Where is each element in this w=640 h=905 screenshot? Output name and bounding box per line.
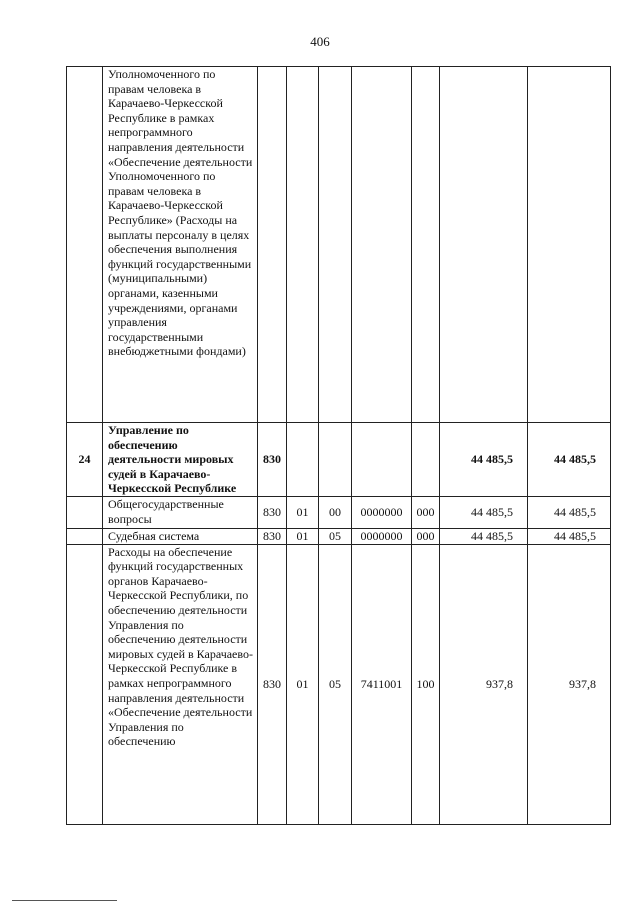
table-row [67, 544, 611, 824]
row-csr [352, 67, 412, 423]
row-rz: 01 [287, 544, 319, 824]
table-row [67, 423, 611, 497]
row-sum-1: 937,8 [440, 544, 528, 824]
row-ved [258, 67, 287, 423]
table-row [67, 496, 611, 528]
row-pr: 05 [319, 528, 352, 544]
row-pr: 05 [319, 544, 352, 824]
row-ved: 830 [258, 528, 287, 544]
row-sum-1: 44 485,5 [440, 423, 528, 497]
row-sum-2: 44 485,5 [528, 496, 611, 528]
row-name: Общегосударственные вопросы [103, 496, 258, 528]
row-sum-2: 44 485,5 [528, 528, 611, 544]
row-name: Уполномоченного по правам человека в Карачаево-Черкесской Республике в рамках непрограммного направления деятельности «Обеспечение деятельности Уполномоченного по правам человека в Карачаево-Черкесской Республике» (Расходы на выплаты персоналу в целях обеспечения выполнения функций государственными (муниципальными) органами, казенными учреждениями, органами управления государственными внебюджетными фондами) [103, 67, 258, 423]
row-vr [412, 67, 440, 423]
row-sum-1: 44 485,5 [440, 496, 528, 528]
row-csr: 7411001 [352, 544, 412, 824]
table-row [67, 528, 611, 544]
row-number [67, 544, 103, 824]
row-vr: 000 [412, 528, 440, 544]
row-number: 24 [67, 423, 103, 497]
row-ved: 830 [258, 496, 287, 528]
row-number [67, 496, 103, 528]
row-vr: 000 [412, 496, 440, 528]
budget-table [66, 66, 611, 825]
row-sum-1 [440, 67, 528, 423]
row-vr: 100 [412, 544, 440, 824]
row-csr [352, 423, 412, 497]
footnote-divider [12, 900, 117, 901]
row-pr: 00 [319, 496, 352, 528]
row-pr [319, 423, 352, 497]
page-number: 406 [310, 34, 330, 49]
row-vr [412, 423, 440, 497]
row-number [67, 67, 103, 423]
row-sum-2: 44 485,5 [528, 423, 611, 497]
row-number [67, 528, 103, 544]
row-name: Судебная система [103, 528, 258, 544]
table-row [67, 67, 611, 423]
row-rz [287, 67, 319, 423]
row-name: Расходы на обеспечение функций государственных органов Карачаево-Черкесской Республики, по обеспечению деятельности Управления по обеспечению деятельности мировых судей в Карачаево-Черкесской Республике в рамках непрограммного направления деятельности «Обеспечение деятельности Управления по обеспечению [103, 544, 258, 824]
row-ved: 830 [258, 423, 287, 497]
row-csr: 0000000 [352, 496, 412, 528]
row-ved: 830 [258, 544, 287, 824]
row-sum-2 [528, 67, 611, 423]
row-sum-1: 44 485,5 [440, 528, 528, 544]
row-sum-2: 937,8 [528, 544, 611, 824]
row-rz: 01 [287, 528, 319, 544]
row-pr [319, 67, 352, 423]
row-csr: 0000000 [352, 528, 412, 544]
row-rz: 01 [287, 496, 319, 528]
row-name: Управление по обеспечению деятельности мировых судей в Карачаево-Черкесской Республике [103, 423, 258, 497]
row-rz [287, 423, 319, 497]
